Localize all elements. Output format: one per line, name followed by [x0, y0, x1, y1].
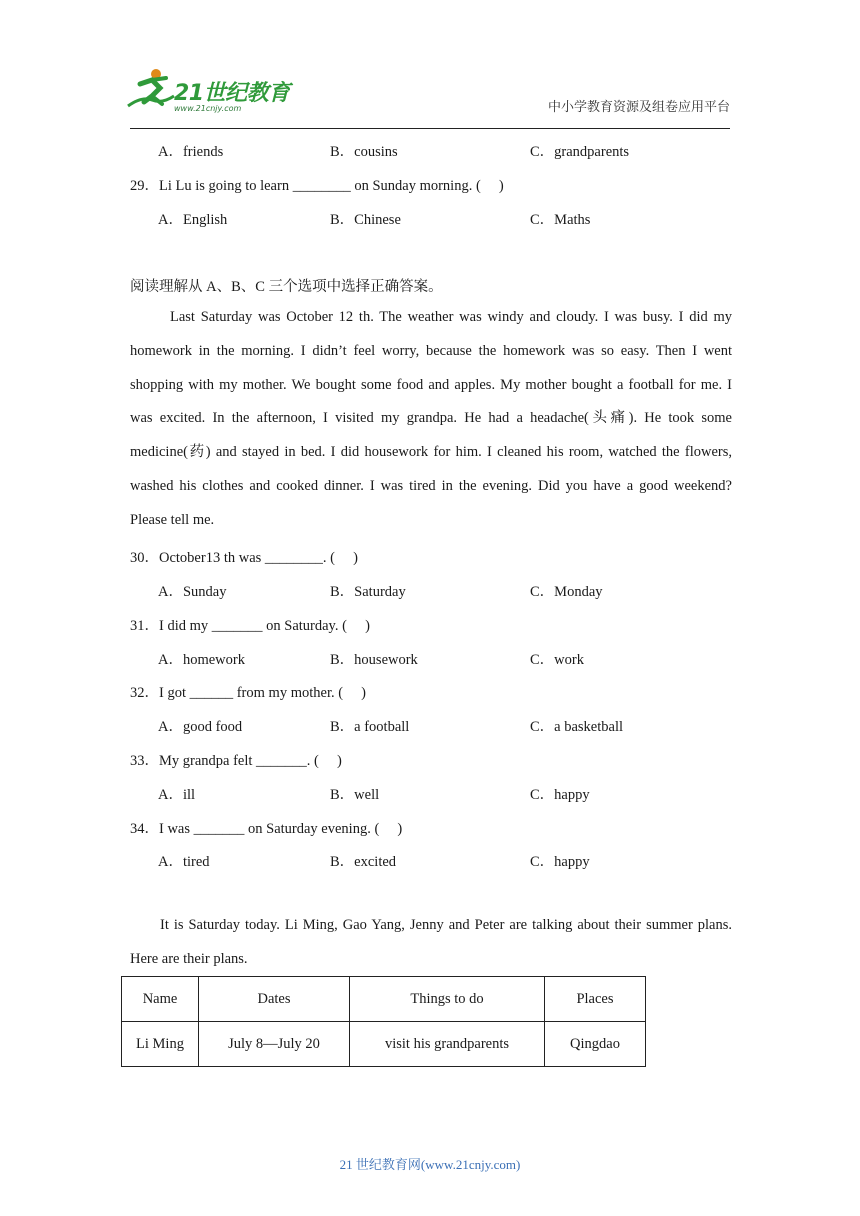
passage-text: Last Saturday was October 12 th. The weather was windy and cloudy. I was busy. I did my homework in the morning. I didn’t feel worry, because the homework was so easy. Then I went shopping with my mother. We bought some food and apples. My mother bought a football for me. I was excited. In the afternoon, I visited my grandpa. He had a headache(头痛). He took some medicine(药) and stayed in bed. I did housework for him. I cleaned his room, watched the flowers, washed his clothes and cooked dinner. I was tired in the evening. Did you have a good weekend? Please tell me. — [130, 309, 732, 528]
page-footer: 21 世纪教育网(www.21cnjy.com) — [339, 1157, 521, 1172]
platform-tagline: 中小学教育资源及组卷应用平台 — [547, 100, 730, 115]
q34-option-a: A．tired — [158, 854, 210, 870]
q30-stem: 30．October13 th was ________. ( ) — [130, 550, 358, 566]
table-header-cell: Places — [545, 977, 646, 1022]
q33-stem: 33．My grandpa felt _______. ( ) — [130, 753, 342, 769]
reading-passage — [130, 301, 732, 538]
q32-stem: 32．I got ______ from my mother. ( ) — [130, 685, 367, 701]
q31-option-b: B．housework — [330, 652, 418, 668]
q29-option-b: B．Chinese — [330, 212, 401, 228]
plans-table-wrap — [121, 976, 646, 1067]
header-divider — [130, 128, 730, 129]
q33-option-a: A．ill — [158, 787, 196, 803]
logo-text: 21世纪教育 — [174, 81, 290, 106]
runner-logo-icon — [122, 66, 178, 114]
plans-table — [121, 976, 646, 1067]
q29-option-c: C．Maths — [530, 212, 591, 228]
q32-option-a: A．good food — [158, 719, 243, 735]
q28-option-b: B．cousins — [330, 144, 398, 160]
q33-option-b: B．well — [330, 787, 380, 803]
q32-option-b: B．a football — [330, 719, 410, 735]
section-title: 阅读理解从 A、B、C 三个选项中选择正确答案。 — [130, 279, 443, 295]
q33-option-c: C．happy — [530, 787, 590, 803]
table-row — [122, 1022, 646, 1067]
q31-stem: 31．I did my _______ on Saturday. ( ) — [130, 618, 370, 634]
table-cell: visit his grandparents — [350, 1022, 545, 1067]
table-cell: July 8—July 20 — [199, 1022, 350, 1067]
q30-option-c: C．Monday — [530, 584, 603, 600]
q32-option-c: C．a basketball — [530, 719, 624, 735]
q34-option-c: C．happy — [530, 854, 590, 870]
plans-intro-text: It is Saturday today. Li Ming, Gao Yang, Jenny and Peter are talking about their summer plans. Here are their plans. — [130, 917, 732, 967]
table-header-cell: Name — [122, 977, 199, 1022]
table-cell: Li Ming — [122, 1022, 199, 1067]
q31-option-c: C．work — [530, 652, 584, 668]
q29-stem: 29．Li Lu is going to learn ________ on Sunday morning. ( ) — [130, 178, 504, 194]
q30-option-b: B．Saturday — [330, 584, 406, 600]
q28-option-a: A．friends — [158, 144, 224, 160]
q29-option-a: A．English — [158, 212, 228, 228]
table-header-row — [122, 977, 646, 1022]
table-header-cell: Dates — [199, 977, 350, 1022]
q34-stem: 34．I was _______ on Saturday evening. ( ) — [130, 821, 403, 837]
plans-intro — [130, 909, 732, 977]
q28-option-c: C．grandparents — [530, 144, 630, 160]
q30-option-a: A．Sunday — [158, 584, 227, 600]
table-header-cell: Things to do — [350, 977, 545, 1022]
q31-option-a: A．homework — [158, 652, 245, 668]
logo-url: www.21cnjy.com — [174, 104, 242, 113]
q34-option-b: B．excited — [330, 854, 397, 870]
site-logo — [122, 66, 292, 116]
table-cell: Qingdao — [545, 1022, 646, 1067]
